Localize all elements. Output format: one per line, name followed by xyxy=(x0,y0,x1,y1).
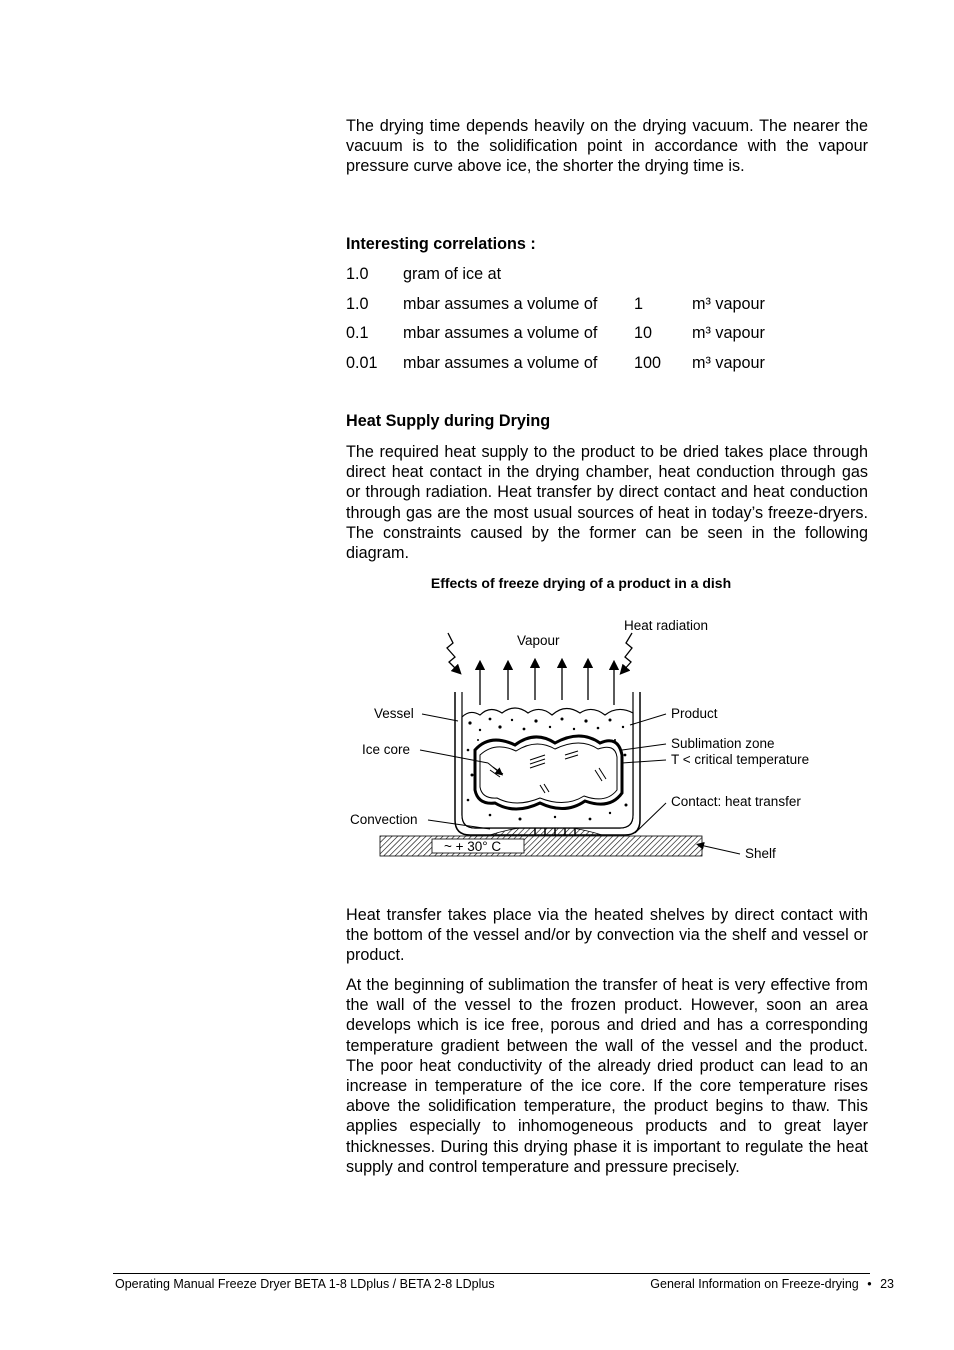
footer-bullet: • xyxy=(867,1277,872,1291)
label-critical-temperature: T < critical temperature xyxy=(671,752,810,767)
correlation-text: mbar assumes a volume of xyxy=(403,295,598,313)
page-number: 23 xyxy=(880,1277,894,1291)
sublimation-section xyxy=(346,975,868,1177)
correlations-heading: Interesting correlations : xyxy=(346,235,536,253)
heat-radiation-left-icon xyxy=(447,633,458,671)
footer-manual-title: Operating Manual Freeze Dryer BETA 1-8 LDplus / BETA 2-8 LDplus xyxy=(115,1277,495,1291)
heat-supply-heading: Heat Supply during Drying xyxy=(346,412,551,430)
label-ice-core: Ice core xyxy=(362,742,411,757)
label-contact: Contact: heat transfer xyxy=(671,794,801,809)
footer-chapter: General Information on Freeze-drying xyxy=(650,1277,859,1291)
correlation-unit: m³ vapour xyxy=(692,354,765,372)
footer-section xyxy=(650,1277,894,1291)
correlation-unit: m³ vapour xyxy=(692,295,765,313)
label-sublimation-zone: Sublimation zone xyxy=(671,736,775,751)
correlation-intro-text: gram of ice at xyxy=(403,265,502,283)
intro-section xyxy=(346,116,868,177)
intro-paragraph: The drying time depends heavily on the drying vacuum. The nearer the vacuum is to the solidification point in accordance with the vapour pressure curve above ice, the shorter the drying time is. xyxy=(346,117,868,176)
label-heat-radiation: Heat radiation xyxy=(624,618,709,633)
transfer-section xyxy=(346,905,868,966)
transfer-paragraph: Heat transfer takes place via the heated shelves by direct contact with the bottom of the vessel and/or by convection via the shelf and vessel or product. xyxy=(346,906,868,965)
heat-supply-paragraph: The required heat supply to the product to be dried takes place through direct heat contact in the drying chamber, heat conduction through gas or through radiation. Heat transfer by direct contact and heat conduction through gas are the most usual sources of heat in today’s freeze-dryers. The constraints caused by the former can be seen in the following diagram. xyxy=(346,443,868,563)
label-vapour: Vapour xyxy=(517,633,560,648)
correlation-pressure: 0.1 xyxy=(346,324,369,342)
correlation-volume: 100 xyxy=(634,354,662,372)
label-convection: Convection xyxy=(350,812,418,827)
correlation-row xyxy=(346,323,868,343)
correlation-intro-value: 1.0 xyxy=(346,265,369,283)
heat-radiation-right-icon xyxy=(623,633,632,671)
label-shelf: Shelf xyxy=(745,846,776,861)
shelf-slab xyxy=(380,836,702,856)
figure-title: Effects of freeze drying of a product in a dish xyxy=(430,575,732,591)
vapour-arrows xyxy=(480,663,614,705)
correlation-volume: 1 xyxy=(634,295,644,313)
correlation-pressure: 1.0 xyxy=(346,295,369,313)
shelf-temp-label: ~ + 30° C xyxy=(444,839,502,854)
correlation-unit: m³ vapour xyxy=(692,324,765,342)
label-product: Product xyxy=(671,706,718,721)
correlation-row xyxy=(346,353,868,373)
correlation-text: mbar assumes a volume of xyxy=(403,324,598,342)
correlation-volume: 10 xyxy=(634,324,653,342)
correlation-row xyxy=(346,294,868,314)
label-vessel: Vessel xyxy=(374,706,414,721)
sublimation-paragraph: At the beginning of sublimation the transfer of heat is very effective from the wall of the vessel to the frozen product. However, soon an area develops which is ice free, porous and dried and has a corresponding temperature gradient between the wall of the vessel and the product. The poor heat conductivity of the already dried product can lead to an increase in temperature of the ice core. If the core temperature rises above the solidification temperature, the product begins to thaw. This applies especially to inhomogeneous products and to great layer thicknesses. During this drying phase it is important to regulate the heat supply and control temperature and pressure precisely. xyxy=(346,976,868,1176)
freeze-drying-diagram xyxy=(340,605,840,875)
heat-supply-section xyxy=(346,442,868,563)
correlation-pressure: 0.01 xyxy=(346,354,378,372)
footer-divider xyxy=(113,1273,870,1274)
correlation-intro-row xyxy=(346,264,868,284)
correlation-text: mbar assumes a volume of xyxy=(403,354,598,372)
